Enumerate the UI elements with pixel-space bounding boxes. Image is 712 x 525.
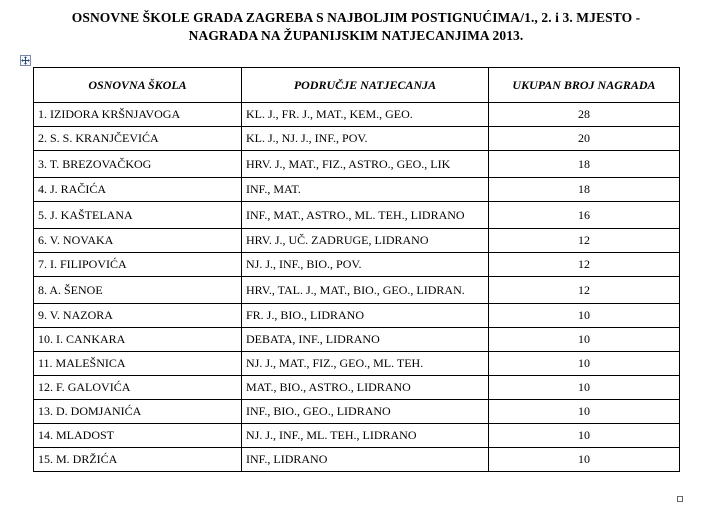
school-cell: 13. D. DOMJANIĆA [34, 400, 242, 424]
table-row [34, 376, 680, 400]
fields-cell: INF., MAT., ASTRO., ML. TEH., LIDRANO [242, 202, 489, 229]
total-cell: 16 [489, 202, 680, 229]
total-cell: 10 [489, 400, 680, 424]
document-title [0, 9, 712, 45]
table-row [34, 253, 680, 277]
school-cell: 15. M. DRŽIĆA [34, 448, 242, 472]
fields-cell: HRV., TAL. J., MAT., BIO., GEO., LIDRAN. [242, 277, 489, 304]
school-cell: 3. T. BREZOVAČKOG [34, 151, 242, 178]
school-cell: 9. V. NAZORA [34, 304, 242, 328]
school-cell: 4. J. RAČIĆA [34, 178, 242, 202]
table-row [34, 229, 680, 253]
fields-cell: INF., BIO., GEO., LIDRANO [242, 400, 489, 424]
total-cell: 18 [489, 178, 680, 202]
table-header-row [34, 68, 680, 103]
header-total: UKUPAN BROJ NAGRADA [489, 68, 680, 103]
total-cell: 18 [489, 151, 680, 178]
table-row [34, 127, 680, 151]
table-move-handle[interactable] [20, 55, 31, 66]
fields-cell: NJ. J., MAT., FIZ., GEO., ML. TEH. [242, 352, 489, 376]
table-row [34, 400, 680, 424]
fields-cell: HRV. J., MAT., FIZ., ASTRO., GEO., LIK [242, 151, 489, 178]
table-row [34, 277, 680, 304]
total-cell: 20 [489, 127, 680, 151]
total-cell: 28 [489, 103, 680, 127]
school-cell: 10. I. CANKARA [34, 328, 242, 352]
total-cell: 10 [489, 448, 680, 472]
fields-cell: KL. J., FR. J., MAT., KEM., GEO. [242, 103, 489, 127]
title-line-1: OSNOVNE ŠKOLE GRADA ZAGREBA S NAJBOLJIM POSTIGNUĆIMA/1., 2. i 3. MJESTO - [71, 10, 641, 25]
fields-cell: DEBATA, INF., LIDRANO [242, 328, 489, 352]
school-cell: 14. MLADOST [34, 424, 242, 448]
school-cell: 11. MALEŠNICA [34, 352, 242, 376]
table-row [34, 424, 680, 448]
fields-cell: INF., LIDRANO [242, 448, 489, 472]
fields-cell: MAT., BIO., ASTRO., LIDRANO [242, 376, 489, 400]
table-row [34, 178, 680, 202]
fields-cell: FR. J., BIO., LIDRANO [242, 304, 489, 328]
title-line-2: NAGRADA NA ŽUPANIJSKIM NATJECANJIMA 2013. [188, 28, 524, 43]
table-row [34, 448, 680, 472]
table-row [34, 103, 680, 127]
school-cell: 8. A. ŠENOE [34, 277, 242, 304]
school-cell: 1. IZIDORA KRŠNJAVOGA [34, 103, 242, 127]
total-cell: 12 [489, 253, 680, 277]
table-row [34, 151, 680, 178]
table-row [34, 304, 680, 328]
move-arrows-icon [21, 56, 30, 65]
fields-cell: HRV. J., UČ. ZADRUGE, LIDRANO [242, 229, 489, 253]
table-row [34, 352, 680, 376]
school-cell: 5. J. KAŠTELANA [34, 202, 242, 229]
total-cell: 10 [489, 352, 680, 376]
total-cell: 10 [489, 304, 680, 328]
school-cell: 2. S. S. KRANJČEVIĆA [34, 127, 242, 151]
total-cell: 10 [489, 328, 680, 352]
header-school: OSNOVNA ŠKOLA [34, 68, 242, 103]
table-resize-handle[interactable] [677, 496, 683, 502]
total-cell: 10 [489, 424, 680, 448]
school-cell: 6. V. NOVAKA [34, 229, 242, 253]
fields-cell: INF., MAT. [242, 178, 489, 202]
table-row [34, 202, 680, 229]
fields-cell: NJ. J., INF., ML. TEH., LIDRANO [242, 424, 489, 448]
school-cell: 7. I. FILIPOVIĆA [34, 253, 242, 277]
awards-table [33, 67, 680, 472]
fields-cell: KL. J., NJ. J., INF., POV. [242, 127, 489, 151]
header-fields: PODRUČJE NATJECANJA [242, 68, 489, 103]
school-cell: 12. F. GALOVIĆA [34, 376, 242, 400]
total-cell: 10 [489, 376, 680, 400]
fields-cell: NJ. J., INF., BIO., POV. [242, 253, 489, 277]
total-cell: 12 [489, 229, 680, 253]
table-row [34, 328, 680, 352]
total-cell: 12 [489, 277, 680, 304]
